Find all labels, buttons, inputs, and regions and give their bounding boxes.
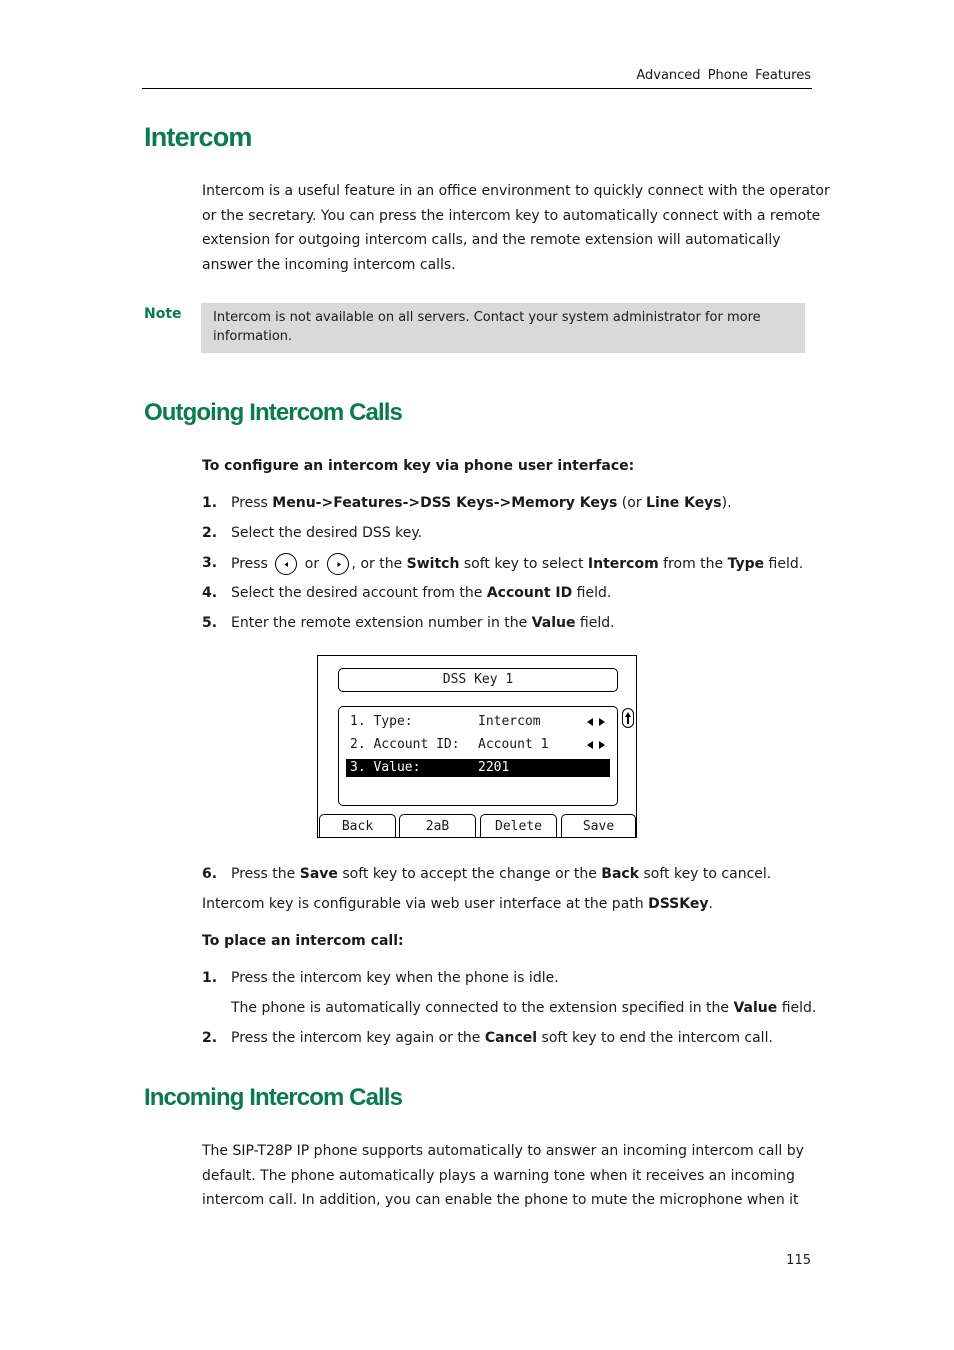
step-text: or [304, 556, 320, 572]
web-config-note [202, 894, 713, 914]
screen-row-account-id[interactable] [346, 736, 610, 754]
step-number: 5. [202, 615, 218, 631]
step-text: soft key to accept the change or the [337, 866, 602, 882]
step-text: Press [231, 495, 273, 511]
screen-title: DSS Key 1 [338, 668, 618, 692]
ui-term: Switch [406, 556, 460, 572]
header-rule [142, 88, 812, 89]
incoming-paragraph [202, 1139, 804, 1213]
step-text: Press the intercom key again or the [231, 1030, 485, 1046]
ui-term: Memory Keys [511, 495, 618, 511]
step-text: from the [658, 556, 728, 572]
softkey-save[interactable]: Save [561, 814, 636, 838]
step-text: Enter the remote extension number in the [231, 615, 532, 631]
step-number: 3. [202, 555, 218, 571]
ui-term: Cancel [484, 1030, 538, 1046]
step-text: soft key to select [459, 556, 588, 572]
note-text-line: information. [213, 329, 293, 344]
row-value: Intercom [478, 714, 541, 729]
step-text: , or the [351, 556, 407, 572]
ui-term: Account ID [486, 585, 573, 601]
step-text: . [708, 896, 713, 912]
screen-row-value[interactable] [346, 759, 610, 777]
paragraph-line: extension for outgoing intercom calls, and the remote extension will automatically [202, 232, 781, 248]
step-text: (or [617, 495, 647, 511]
step-text: field. [575, 615, 615, 631]
section-title-outgoing: Outgoing Intercom Calls [144, 399, 402, 426]
step-5 [231, 613, 615, 633]
step-1 [231, 493, 732, 513]
screen-row-type[interactable] [346, 713, 610, 731]
ui-separator: -> [493, 495, 512, 511]
step-text: field. [764, 556, 804, 572]
scroll-indicator-icon [622, 708, 634, 728]
step-text: field. [572, 585, 612, 601]
paragraph-line: answer the incoming intercom calls. [202, 256, 456, 273]
step-number: 6. [202, 866, 218, 882]
step-number: 4. [202, 585, 218, 601]
section-title-intercom: Intercom [144, 122, 252, 152]
ui-term: DSS Keys [420, 495, 494, 511]
row-label: 3. Value: [350, 760, 421, 775]
ui-term: Menu [272, 495, 316, 511]
procedure-title-place: To place an intercom call: [202, 933, 404, 949]
step-text: soft key to end the intercom call. [537, 1030, 773, 1046]
step-number: 1. [202, 970, 218, 986]
step-2: Select the desired DSS key. [231, 525, 423, 541]
ui-separator: -> [402, 495, 421, 511]
left-arrow-key-icon [275, 553, 297, 575]
page-number: 115 [786, 1253, 811, 1268]
ui-term: DSSKey [648, 896, 709, 912]
left-right-arrows-icon [587, 736, 607, 760]
step-text: The phone is automatically connected to the extension specified in the [231, 1000, 734, 1016]
softkey-back[interactable]: Back [319, 814, 396, 838]
ui-term: Value [531, 615, 576, 631]
note-text-line: Intercom is not available on all servers. Contact your system administrator for more [213, 310, 761, 325]
step-number: 2. [202, 525, 218, 541]
ui-separator: -> [315, 495, 334, 511]
row-label: 2. Account ID: [350, 737, 460, 752]
step-text: field. [777, 1000, 817, 1016]
step-4 [231, 583, 611, 603]
row-value: Account 1 [478, 737, 549, 752]
paragraph-line: The SIP-T28P IP phone supports automatically to answer an incoming intercom call by [202, 1143, 804, 1159]
note-label: Note [144, 306, 182, 322]
row-value: 2201 [478, 760, 510, 775]
step-6 [231, 864, 771, 884]
ui-term: Features [333, 495, 403, 511]
left-right-arrows-icon [587, 713, 607, 737]
step-text: Press [231, 556, 268, 572]
running-header: Advanced Phone Features [636, 68, 811, 83]
intercom-paragraph [202, 179, 830, 277]
ui-term: Intercom [587, 556, 659, 572]
step-number: 2. [202, 1030, 218, 1046]
ui-term: Save [299, 866, 338, 882]
ui-term: Value [733, 1000, 778, 1016]
step-text: ). [721, 495, 732, 511]
step-text: soft key to cancel. [639, 866, 772, 882]
ui-term: Type [727, 556, 765, 572]
row-label: 1. Type: [350, 714, 413, 729]
softkey-input-mode[interactable]: 2aB [399, 814, 476, 838]
softkey-delete[interactable]: Delete [480, 814, 557, 838]
step-text: Intercom key is configurable via web user interface at the path [202, 896, 649, 912]
right-arrow-key-icon [327, 553, 349, 575]
procedure-title-configure: To configure an intercom key via phone user interface: [202, 458, 635, 474]
ui-term: Back [601, 866, 640, 882]
paragraph-line: Intercom is a useful feature in an office environment to quickly connect with the operator [202, 183, 830, 199]
step-text: Press the [231, 866, 300, 882]
step-number: 1. [202, 495, 218, 511]
step-3 [231, 553, 803, 575]
screen-settings-list [338, 706, 618, 806]
step-text: Select the desired account from the [231, 585, 487, 601]
paragraph-line: or the secretary. You can press the intercom key to automatically connect with a remote [202, 207, 821, 224]
ui-term: Line Keys [646, 495, 722, 511]
section-title-incoming: Incoming Intercom Calls [144, 1084, 403, 1111]
phone-screen-figure [317, 655, 637, 838]
paragraph-line: intercom call. In addition, you can enable the phone to mute the microphone when it [202, 1192, 799, 1208]
place-step-1-detail [231, 998, 816, 1018]
note-box [201, 303, 805, 353]
place-step-1: Press the intercom key when the phone is idle. [231, 970, 559, 986]
place-step-2 [231, 1028, 773, 1048]
paragraph-line: default. The phone automatically plays a warning tone when it receives an incoming [202, 1167, 795, 1184]
